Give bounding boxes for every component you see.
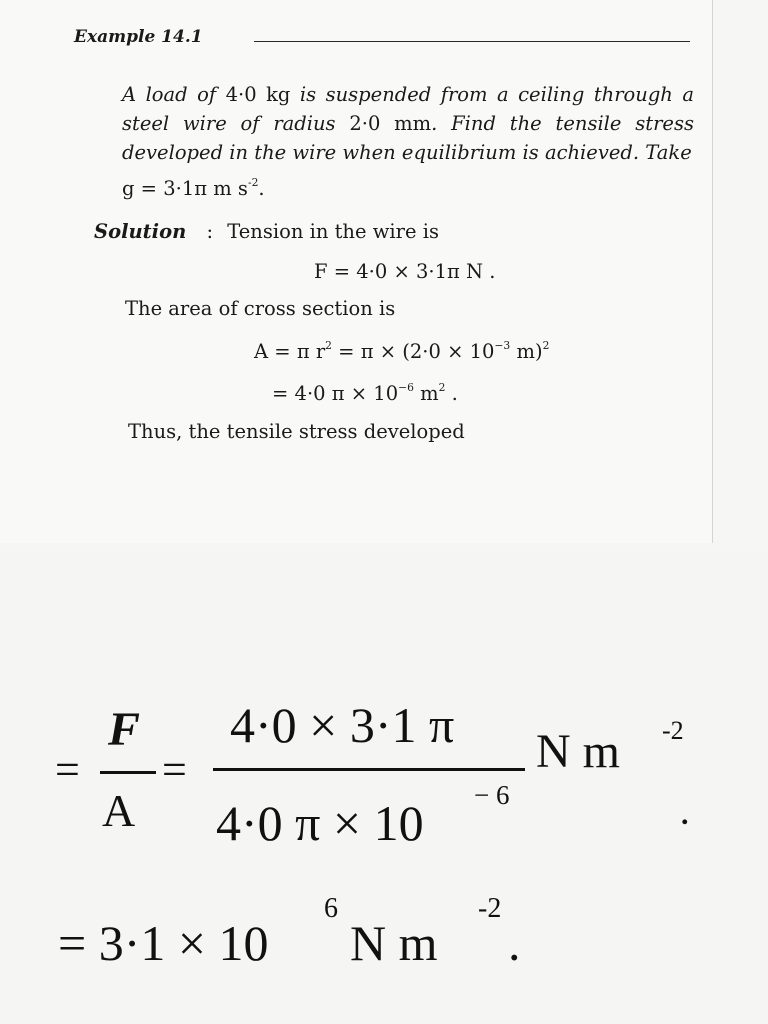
radius-value: 2·0 mm xyxy=(349,112,432,135)
fraction-numerator: 4·0 × 3·1 π xyxy=(230,697,455,753)
equals-sign-1: = xyxy=(55,745,80,794)
solution-label: Solution xyxy=(94,220,187,243)
stress-intro: Thus, the tensile stress developed xyxy=(128,420,465,443)
result-unit-exponent: -2 xyxy=(478,893,502,924)
equals-sign-2: = xyxy=(162,745,187,794)
tension-equation: F = 4·0 × 3·1π N . xyxy=(314,260,496,283)
stress-unit-exponent: -2 xyxy=(662,716,684,745)
problem-text: . Find the tensile stress developed in the wire when equilibrium is achieved. Take xyxy=(122,112,694,164)
result-value: = 3·1 × 10 xyxy=(58,915,269,971)
heading-rule xyxy=(254,41,690,42)
example-heading xyxy=(74,27,690,51)
area-equation-1: A = π $r^2 = \pi \times (2\cdot 0 \times 10^{-3}$ m)$^2$ xyxy=(254,338,550,363)
result-exponent: 6 xyxy=(324,893,338,924)
fraction-bar-large xyxy=(213,768,525,771)
solution-line: Solution : Tension in the wire is xyxy=(94,220,439,243)
problem-text: A load of xyxy=(122,83,226,106)
area-equation-2: = 4·0 $\pi \times 10^{-6}$ $m^2$ . xyxy=(272,380,458,405)
textbook-excerpt-panel xyxy=(0,0,713,543)
denominator-exponent: − 6 xyxy=(474,780,510,810)
stress-denominator-A: A xyxy=(102,785,136,836)
result-unit: N m xyxy=(350,915,438,971)
trailing-dot: . xyxy=(681,798,689,831)
fraction-bar-small xyxy=(100,771,156,774)
tension-intro: Tension in the wire is xyxy=(227,220,439,243)
g-value-equation: g = 3·1π m $s^{-2}$. xyxy=(122,175,265,200)
problem-statement xyxy=(122,80,694,167)
result-period: . xyxy=(508,915,521,971)
stress-unit: N m xyxy=(536,725,620,778)
area-intro: The area of cross section is xyxy=(125,297,396,320)
mass-value: 4·0 kg xyxy=(225,83,291,106)
stress-numerator-F: F xyxy=(108,703,141,756)
fraction-denominator: 4·0 π × 10 xyxy=(216,795,424,851)
problem-text: is suspended from a ceiling through a steel wire of radius xyxy=(122,83,694,135)
example-title: Example 14.1 xyxy=(74,27,203,47)
